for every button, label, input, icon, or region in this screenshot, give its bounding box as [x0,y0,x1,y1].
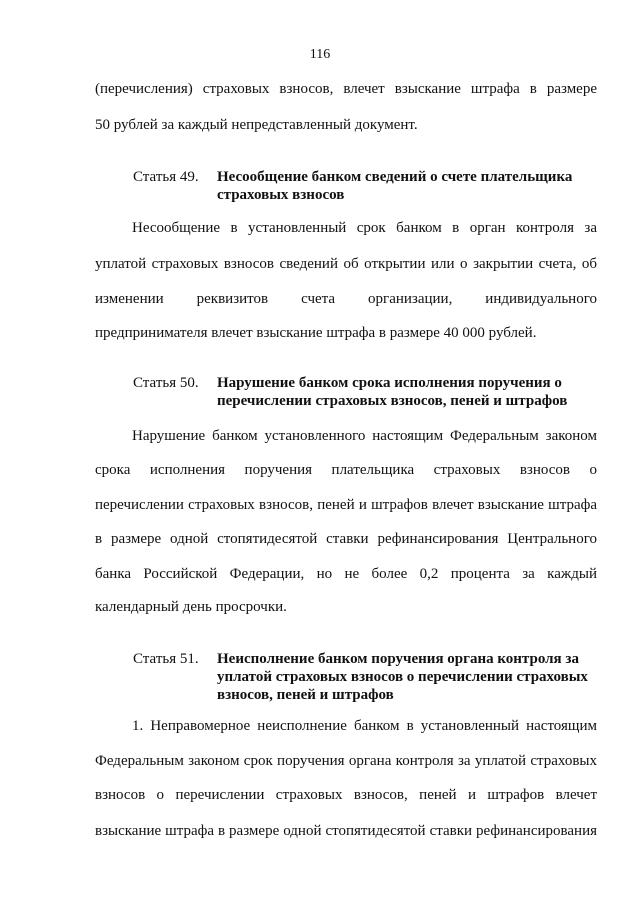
article-51-heading [133,650,603,704]
article-49-heading [133,168,603,204]
intro-line-2: 50 рублей за каждый непредставленный документ. [95,117,418,133]
article-49-line-4: предпринимателя влечет взыскание штрафа в размере 40 000 рублей. [95,325,537,341]
article-50-line-1: Нарушение банком установленного настоящим Федеральным законом [132,428,597,444]
article-49-label: Статья 49. [133,169,199,185]
article-50-line-5: банка Российской Федерации, но не более 0,2 процента за каждый [95,566,597,582]
article-51-line-2: Федеральным законом срок поручения органа контроля за уплатой страховых [95,753,597,769]
article-49-line-3: изменении реквизитов счета организации, индивидуального [95,291,597,307]
article-51-line-4: взыскание штрафа в размере одной стопятидесятой ставки рефинансирования [95,823,597,839]
article-50-heading [133,374,603,410]
article-51-line-1: 1. Неправомерное неисполнение банком в установленный настоящим [132,718,597,734]
article-50-line-6: календарный день просрочки. [95,599,287,615]
article-50-label: Статья 50. [133,375,199,391]
page-number: 116 [309,47,331,62]
intro-line-1: (перечисления) страховых взносов, влечет взыскание штрафа в размере [95,81,597,97]
article-50-line-2: срока исполнения поручения плательщика страховых взносов о [95,462,597,478]
article-49-line-2: уплатой страховых взносов сведений об открытии или о закрытии счета, об [95,256,597,272]
article-51-line-3: взносов о перечислении страховых взносов, пеней и штрафов влечет [95,787,597,803]
article-49-title: Несообщение банком сведений о счете плательщика страховых взносов [217,169,573,203]
article-50-title: Нарушение банком срока исполнения поручения о перечислении страховых взносов, пеней и штрафов [217,375,568,409]
article-50-line-4: в размере одной стопятидесятой ставки рефинансирования Центрального [95,531,597,547]
article-51-title: Неисполнение банком поручения органа контроля за уплатой страховых взносов о перечислении страховых взносов, пеней и штрафов [217,651,588,703]
article-50-line-3: перечислении страховых взносов, пеней и штрафов влечет взыскание штрафа [95,497,597,513]
article-51-label: Статья 51. [133,651,199,667]
article-49-line-1: Несообщение в установленный срок банком в орган контроля за [132,220,597,236]
